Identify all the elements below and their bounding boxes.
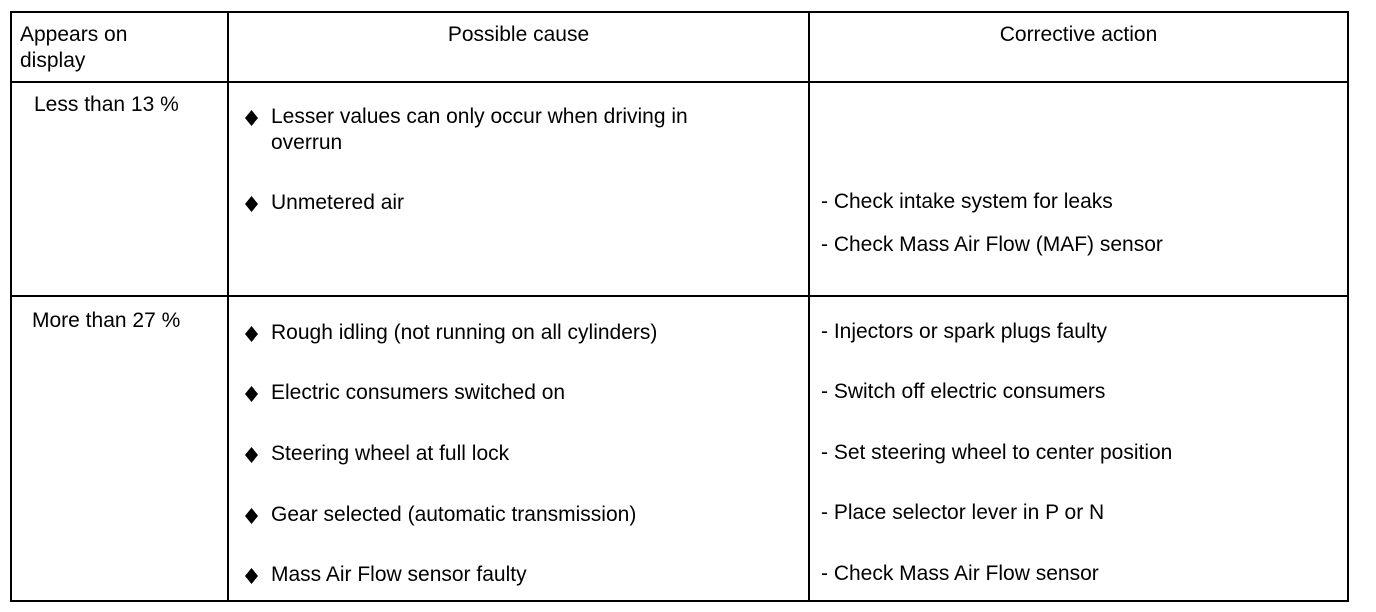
- row-divider: [10, 295, 1349, 297]
- column-divider-1: [227, 11, 229, 602]
- row2-cause-1-label: Rough idling (not running on all cylinders): [271, 321, 658, 344]
- table-border-right: [1347, 11, 1349, 602]
- header-row-divider: [10, 81, 1349, 83]
- row2-cause-5-label: Mass Air Flow sensor faulty: [271, 563, 527, 586]
- column-divider-2: [808, 11, 810, 602]
- row2-cause-3-label: Steering wheel at full lock: [271, 442, 510, 465]
- row2-cause-2-label: Electric consumers switched on: [271, 381, 566, 404]
- diamond-bullet-icon: [245, 104, 259, 130]
- table-border-top: [10, 11, 1349, 13]
- diamond-bullet-icon: [245, 190, 259, 216]
- row2-action-3: - Set steering wheel to center position: [821, 441, 1173, 464]
- row1-value: Less than 13 %: [34, 93, 179, 116]
- row1-cause-1-line2: overrun: [271, 131, 343, 154]
- diamond-bullet-icon: [245, 562, 259, 588]
- diamond-bullet-icon: [245, 441, 259, 467]
- diamond-bullet-icon: [245, 502, 259, 528]
- row1-cause-2-label: Unmetered air: [271, 191, 405, 214]
- header-appears-line2: display: [20, 49, 86, 72]
- row1-cause-1-line1: Lesser values can only occur when driving in: [271, 105, 688, 128]
- row2-action-2: - Switch off electric consumers: [821, 380, 1106, 403]
- row1-action-2: - Check Mass Air Flow (MAF) sensor: [821, 233, 1163, 256]
- row2-cause-4-label: Gear selected (automatic transmission): [271, 503, 637, 526]
- header-possible-cause: Possible cause: [447, 23, 590, 46]
- row1-action-1: - Check intake system for leaks: [821, 190, 1113, 213]
- row2-action-5: - Check Mass Air Flow sensor: [821, 562, 1099, 585]
- header-appears-line1: Appears on: [20, 23, 128, 46]
- table-border-bottom: [10, 600, 1349, 602]
- table-border-left: [10, 11, 12, 602]
- diamond-bullet-icon: [245, 320, 259, 346]
- row2-action-1: - Injectors or spark plugs faulty: [821, 320, 1107, 343]
- row2-value: More than 27 %: [32, 309, 181, 332]
- row2-action-4: - Place selector lever in P or N: [821, 501, 1105, 524]
- diamond-bullet-icon: [245, 380, 259, 406]
- header-corrective-action: Corrective action: [999, 23, 1158, 46]
